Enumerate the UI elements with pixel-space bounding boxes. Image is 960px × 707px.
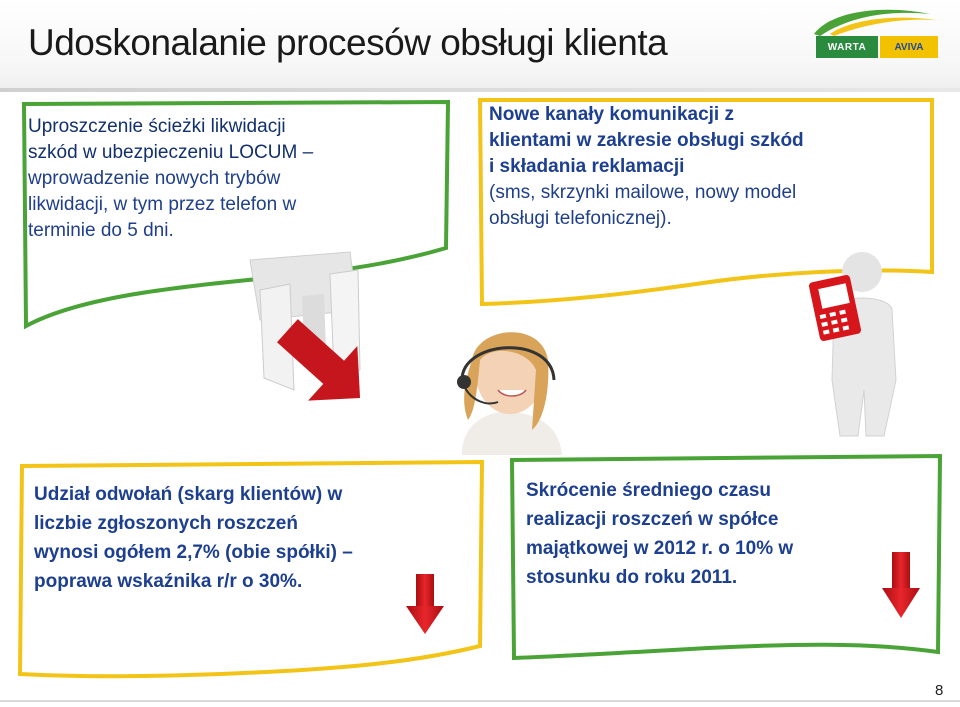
company-logo	[810, 4, 940, 82]
box4-line2: realizacji roszczeń w spółce	[526, 509, 779, 530]
box3-line1: Udział odwołań (skarg klientów) w	[34, 484, 343, 505]
box1-line1: Uproszczenie ścieżki likwidacji	[28, 116, 286, 137]
down-arrow-icon	[404, 574, 446, 636]
box1-line3: wprowadzenie nowych trybów	[28, 168, 281, 189]
doors-arrow-icon	[240, 250, 400, 420]
callout-box-settlement-time	[508, 452, 944, 676]
box1-line5: terminie do 5 dni.	[28, 220, 174, 241]
box2-line4: (sms, skrzynki mailowe, nowy model	[489, 182, 797, 203]
box1-line2: szkód w ubezpieczeniu LOCUM –	[28, 142, 314, 163]
box4-line1: Skrócenie średniego czasu	[526, 480, 771, 501]
box1-line4: likwidacji, w tym przez telefon w	[28, 194, 297, 215]
box2-line1: Nowe kanały komunikacji z	[489, 104, 734, 125]
logo-warta: WARTA	[816, 36, 878, 58]
box3-line3: wynosi ogółem 2,7% (obie spółki) –	[34, 542, 353, 563]
box3-line2: liczbie zgłoszonych roszczeń	[34, 513, 298, 534]
phone-figure-illustration	[804, 250, 934, 440]
page-number: 8	[935, 682, 944, 699]
logo-aviva: AVIVA	[880, 36, 938, 58]
mobile-phone-icon	[804, 250, 934, 440]
callout-box-complaints-share	[16, 456, 486, 684]
doors-arrow-illustration	[240, 250, 400, 420]
box4-line4: stosunku do roku 2011.	[526, 567, 738, 588]
call-center-agent-illustration	[432, 320, 564, 455]
box2-line2: klientami w zakresie obsługi szkód	[489, 130, 804, 151]
footer-divider	[0, 700, 960, 702]
box4-line3: majątkowej w 2012 r. o 10% w	[526, 538, 794, 559]
title-divider	[0, 88, 960, 92]
box2-line5: obsługi telefonicznej).	[489, 208, 672, 229]
down-arrow-icon	[880, 552, 922, 620]
box2-line3: i składania reklamacji	[489, 156, 685, 177]
page-title: Udoskonalanie procesów obsługi klienta	[28, 22, 668, 63]
box3-line4: poprawa wskaźnika r/r o 30%.	[34, 571, 303, 592]
headset-agent-icon	[432, 320, 564, 455]
